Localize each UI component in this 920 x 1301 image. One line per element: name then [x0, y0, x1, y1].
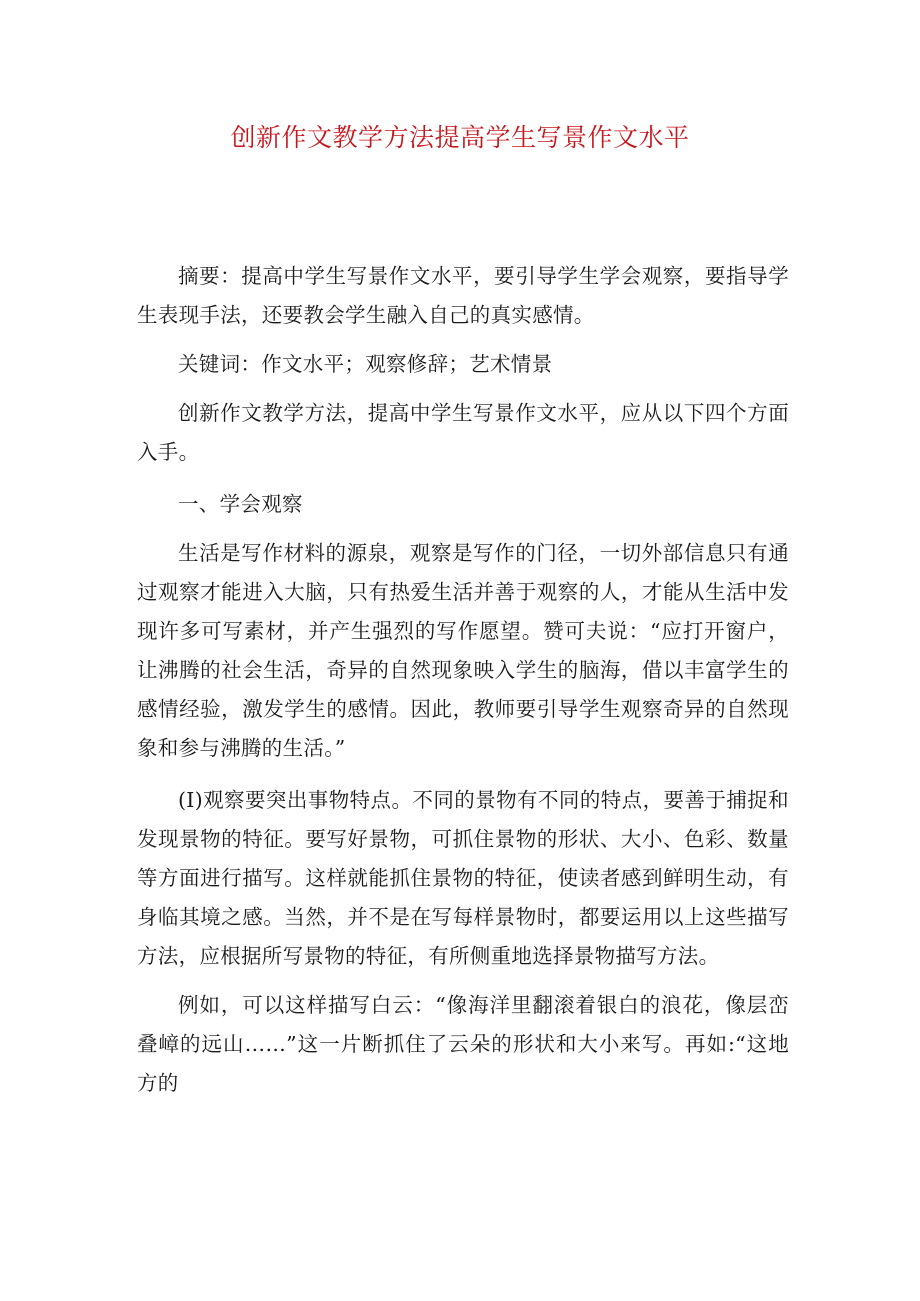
body-paragraph: 生活是写作材料的源泉，观察是写作的门径，一切外部信息只有通过观察才能进入大脑，只有热爱生活并善于观察的人，才能从生活中发现许多可写素材，并产生强烈的写作愿望。赞可夫说：“应打开窗户，让沸腾的社会生活，奇异的自然现象映入学生的脑海，借以丰富学生的感情经验，激发学生的感情。因此，教师要引导学生观察奇异的自然现象和参与沸腾的生活。”	[137, 541, 789, 760]
document-title: 创新作文教学方法提高学生写景作文水平	[230, 123, 690, 152]
section-heading: 一、学会观察	[178, 492, 303, 516]
keywords-paragraph: 关键词：作文水平；观察修辞；艺术情景	[178, 352, 553, 376]
body-paragraph: (I)观察要突出事物特点。不同的景物有不同的特点，要善于捕捉和发现景物的特征。要写好景物，可抓住景物的形状、大小、色彩、数量等方面进行描写。这样就能抓住景物的特征，使读者感到鲜明生动，有身临其境之感。当然，并不是在写每样景物时，都要运用以上这些描写方法，应根据所写景物的特征，有所侧重地选择景物描写方法。	[137, 788, 789, 968]
body-paragraph: 例如，可以这样描写白云：“像海洋里翻滚着银白的浪花，像层峦叠嶂的远山……”这一片断抓住了云朵的形状和大小来写。再如:“这地方的	[137, 993, 789, 1095]
document-body	[137, 257, 789, 1103]
abstract-paragraph: 摘要：提高中学生写景作文水平，要引导学生学会观察，要指导学生表现手法，还要教会学生融入自己的真实感情。	[137, 264, 789, 327]
intro-paragraph: 创新作文教学方法，提高中学生写景作文水平，应从以下四个方面入手。	[137, 401, 789, 464]
